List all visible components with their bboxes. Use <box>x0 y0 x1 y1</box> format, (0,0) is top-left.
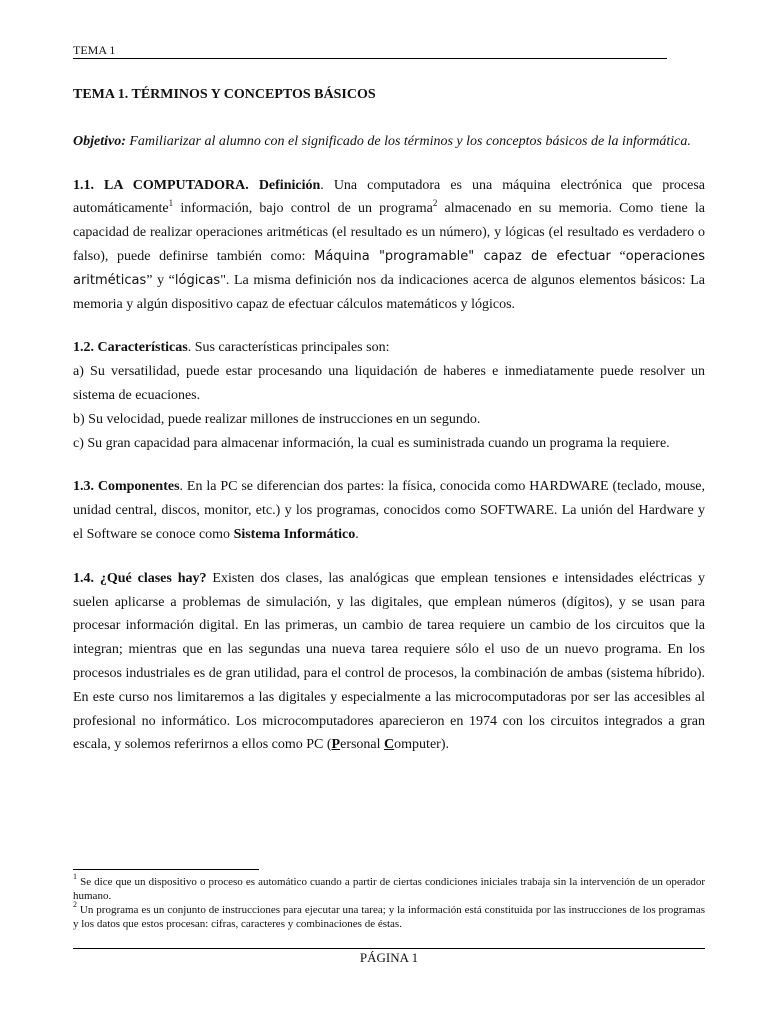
footnote-2-mark: 2 <box>73 900 77 910</box>
footer-separator <box>73 948 705 949</box>
section-4-text-c: omputer). <box>394 737 449 753</box>
page-footer: PÁGINA 1 <box>359 950 419 965</box>
document-body <box>73 83 705 777</box>
section-1-quote-mid: ” y “ <box>146 272 175 288</box>
section-1-definition-b: operaciones aritméticas <box>73 248 706 288</box>
section-4-text-a: Existen dos clases, las analógicas que emplean tensiones e intensidades eléctricas y suelen aplicarse a problemas de simulación, y las digitales, que emplean números (dígitos), y se usan para procesar información digital. En las primeras, un cambio de tarea requiere un cambio de los circuitos que la integran; mientras que en las segundas una nueva tarea requiere sólo el uso de un nuevo programa. En los procesos industriales es de gran utilidad, para el control de procesos, la combinación de ambas (sistema híbrido). En este curso nos limitaremos a las digitales y especialmente a las microcomputadoras por ser las accesibles al profesional no informático. Los microcomputadores aparecieron en 1974 con los circuitos integrados a gran escala, y solemos referirnos a ellos como PC ( <box>73 570 706 753</box>
section-1-text-d: ". La misma definición nos da indicaciones acerca de algunos elementos básicos: La memoria y algún dispositivo capaz de efectuar cálculos matemáticos y lógicos. <box>73 272 705 312</box>
section-3-paragraph <box>73 475 705 546</box>
section-1-text-c: almacenado en su memoria. Como tiene la capacidad de realizar operaciones aritméticas (el resultado es un número), y lógicas (el resultado es verdadero o falso), puede definirse también como: <box>73 201 705 264</box>
footnote-1-mark: 1 <box>73 872 77 882</box>
footnotes <box>73 872 705 932</box>
footnote-ref-1: 1 <box>168 197 174 208</box>
section-1-heading: 1.1. LA COMPUTADORA. Definición <box>73 177 321 193</box>
document-title: TEMA 1. TÉRMINOS Y CONCEPTOS BÁSICOS <box>73 87 376 102</box>
objective-label: Objetivo: <box>73 133 126 149</box>
section-1-definition-a: Máquina "programable" capaz de efectuar <box>314 248 611 264</box>
section-1-quote-open: “ <box>610 248 626 264</box>
section-2-item-a: a) Su versatilidad, puede estar procesando una liquidación de haberes e inmediatamente puede resolver un sistema de ecuaciones. <box>73 364 705 403</box>
section-2-intro: . Sus características principales son: <box>187 340 390 356</box>
section-4-letter-p: P <box>331 737 341 753</box>
section-2-paragraph <box>73 336 705 455</box>
section-1-text-b: información, bajo control de un programa <box>173 201 433 217</box>
footnote-1-text: Se dice que un dispositivo o proceso es automático cuando a partir de ciertas condiciones iniciales trabaja sin la intervención de un operador humano. <box>73 876 705 902</box>
section-3-text-a: . En la PC se diferencian dos partes: la física, conocida como HARDWARE (teclado, mouse, unidad central, discos, monitor, etc.) y los programas, conocidos como SOFTWARE. La unión del Hardware y el Software se conoce como <box>73 479 705 542</box>
section-4-heading: 1.4. ¿Qué clases hay? <box>73 570 207 586</box>
section-3-heading: 1.3. Componentes <box>73 479 180 495</box>
footnote-2-text: Un programa es un conjunto de instrucciones para ejecutar una tarea; y la información está constituida por las instrucciones de los programas y los datos que estos procesan: cifras, caracteres y combinaciones de éstas. <box>73 904 705 930</box>
section-3-text-b: . <box>355 526 359 542</box>
section-1-definition-c: lógicas <box>174 272 221 288</box>
section-4-text-b: ersonal <box>340 737 385 753</box>
section-1-text-a: . Una computadora es una máquina electrónica que procesa automáticamente <box>73 177 705 217</box>
section-3-bold-term: Sistema Informático <box>233 526 356 542</box>
section-4-letter-c: C <box>384 737 395 753</box>
objective-text: Familiarizar al alumno con el significado de los términos y los conceptos básicos de la informática. <box>125 133 691 149</box>
section-4-paragraph <box>73 567 705 757</box>
footnote-ref-2: 2 <box>432 197 438 208</box>
section-2-item-c: c) Su gran capacidad para almacenar información, la cual es suministrada cuando un programa la requiere. <box>73 435 670 451</box>
section-1-paragraph <box>73 174 705 317</box>
running-header: TEMA 1 <box>73 43 667 59</box>
section-2-heading: 1.2. Características <box>73 340 188 356</box>
objective-paragraph <box>73 130 705 154</box>
footnote-separator <box>73 869 259 870</box>
footnote-2 <box>73 900 705 931</box>
section-2-item-b: b) Su velocidad, puede realizar millones de instrucciones en un segundo. <box>73 411 481 427</box>
footnote-1 <box>73 872 705 903</box>
